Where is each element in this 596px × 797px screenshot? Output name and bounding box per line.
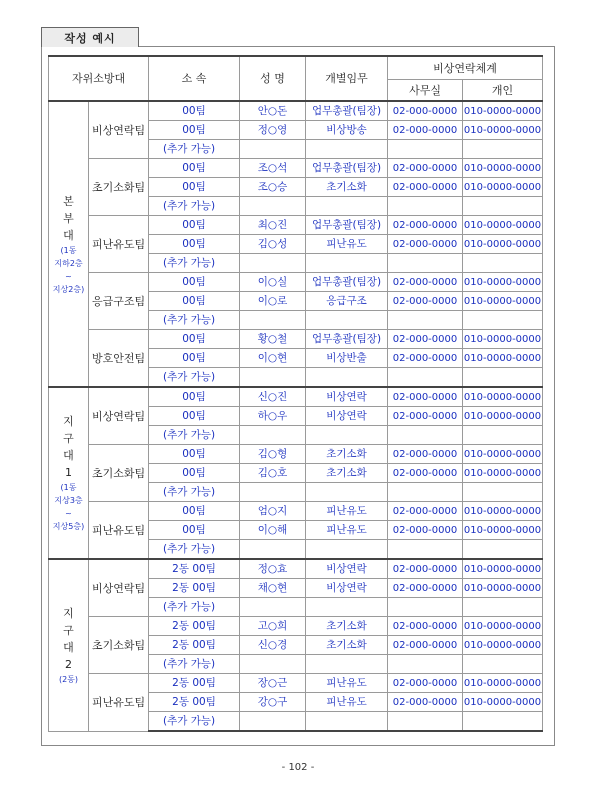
mobile-phone-cell: [463, 426, 543, 445]
member-name-cell: 신○진: [240, 387, 306, 407]
table-row: [49, 101, 543, 121]
duty-cell: 응급구조: [306, 292, 388, 311]
office-phone-cell: 02-000-0000: [388, 159, 463, 178]
table-row: [49, 216, 543, 235]
member-name-cell: 김○형: [240, 445, 306, 464]
team-name: 피난유도팀: [89, 674, 149, 732]
member-name-cell: [240, 598, 306, 617]
unit-cell: 00팀: [149, 121, 240, 140]
unit-cell: 00팀: [149, 235, 240, 254]
mobile-phone-cell: [463, 197, 543, 216]
member-name-cell: 정○효: [240, 559, 306, 579]
unit-cell: (추가 가능): [149, 426, 240, 445]
unit-cell: 00팀: [149, 349, 240, 368]
office-phone-cell: 02-000-0000: [388, 502, 463, 521]
section-label-char: 부: [63, 211, 74, 225]
mobile-phone-cell: 010-0000-0000: [463, 579, 543, 598]
member-name-cell: 신○경: [240, 636, 306, 655]
member-name-cell: [240, 311, 306, 330]
mobile-phone-cell: 010-0000-0000: [463, 407, 543, 426]
office-phone-cell: [388, 254, 463, 273]
table-row: [49, 559, 543, 579]
mobile-phone-cell: 010-0000-0000: [463, 693, 543, 712]
section-floor-range: (1동: [60, 245, 77, 255]
duty-cell: 비상방송: [306, 121, 388, 140]
mobile-phone-cell: 010-0000-0000: [463, 617, 543, 636]
table-row: [49, 330, 543, 349]
duty-cell: [306, 655, 388, 674]
unit-cell: 00팀: [149, 159, 240, 178]
mobile-phone-cell: 010-0000-0000: [463, 121, 543, 140]
member-name-cell: 조○석: [240, 159, 306, 178]
office-phone-cell: [388, 140, 463, 159]
duty-cell: 비상연락: [306, 579, 388, 598]
unit-cell: 00팀: [149, 464, 240, 483]
section-label: [49, 101, 89, 387]
member-name-cell: 이○실: [240, 273, 306, 292]
office-phone-cell: [388, 483, 463, 502]
section-label-char: 1: [65, 466, 72, 479]
unit-cell: 2동 00팀: [149, 559, 240, 579]
section-floor-range: ~: [65, 509, 72, 518]
section-label-char: 지: [63, 415, 74, 428]
mobile-phone-cell: 010-0000-0000: [463, 445, 543, 464]
member-name-cell: 장○근: [240, 674, 306, 693]
section-floor-range: 지상2층): [52, 284, 85, 294]
section-label-char: 대: [63, 228, 74, 242]
member-name-cell: [240, 540, 306, 560]
section-floor-range: (1동: [60, 483, 77, 492]
mobile-phone-cell: 010-0000-0000: [463, 159, 543, 178]
mobile-phone-cell: 010-0000-0000: [463, 636, 543, 655]
duty-cell: 초기소화: [306, 445, 388, 464]
fire-brigade-roster-table: [48, 55, 543, 732]
table-row: [49, 674, 543, 693]
section-label-char: 구: [63, 432, 74, 445]
unit-cell: (추가 가능): [149, 712, 240, 732]
office-phone-cell: 02-000-0000: [388, 579, 463, 598]
section-floor-range: ~: [65, 271, 72, 281]
table-row: [49, 387, 543, 407]
section-floor-range: (2동): [58, 674, 79, 684]
member-name-cell: [240, 254, 306, 273]
member-name-cell: 이○현: [240, 349, 306, 368]
duty-cell: 비상반출: [306, 349, 388, 368]
duty-cell: 업무총괄(팀장): [306, 273, 388, 292]
duty-cell: 초기소화: [306, 617, 388, 636]
duty-cell: 초기소화: [306, 636, 388, 655]
unit-cell: 00팀: [149, 330, 240, 349]
section-label-char: 지: [63, 606, 74, 620]
unit-cell: 00팀: [149, 216, 240, 235]
section-floor-range: 지상3층: [54, 496, 83, 505]
unit-cell: (추가 가능): [149, 655, 240, 674]
mobile-phone-cell: 010-0000-0000: [463, 235, 543, 254]
office-phone-cell: 02-000-0000: [388, 521, 463, 540]
unit-cell: 00팀: [149, 101, 240, 121]
office-phone-cell: 02-000-0000: [388, 559, 463, 579]
mobile-phone-cell: [463, 598, 543, 617]
section-label-char: 대: [63, 640, 74, 654]
member-name-cell: 안○돈: [240, 101, 306, 121]
example-tab: 작성 예시: [41, 27, 139, 47]
mobile-phone-cell: 010-0000-0000: [463, 292, 543, 311]
mobile-phone-cell: 010-0000-0000: [463, 674, 543, 693]
header-name: 성 명: [240, 56, 306, 101]
section-floor-range: 지상5층): [52, 522, 85, 531]
office-phone-cell: 02-000-0000: [388, 464, 463, 483]
unit-cell: 00팀: [149, 178, 240, 197]
mobile-phone-cell: 010-0000-0000: [463, 101, 543, 121]
unit-cell: 00팀: [149, 273, 240, 292]
office-phone-cell: 02-000-0000: [388, 121, 463, 140]
duty-cell: 피난유도: [306, 521, 388, 540]
office-phone-cell: [388, 540, 463, 560]
mobile-phone-cell: 010-0000-0000: [463, 216, 543, 235]
mobile-phone-cell: [463, 368, 543, 388]
office-phone-cell: 02-000-0000: [388, 636, 463, 655]
unit-cell: 00팀: [149, 387, 240, 407]
office-phone-cell: [388, 712, 463, 732]
mobile-phone-cell: [463, 140, 543, 159]
unit-cell: (추가 가능): [149, 483, 240, 502]
duty-cell: 비상연락: [306, 407, 388, 426]
member-name-cell: [240, 140, 306, 159]
team-name: 방호안전팀: [89, 330, 149, 388]
member-name-cell: [240, 712, 306, 732]
duty-cell: 초기소화: [306, 464, 388, 483]
page-number: - 102 -: [281, 762, 315, 773]
office-phone-cell: [388, 311, 463, 330]
unit-cell: 2동 00팀: [149, 617, 240, 636]
header-office: 사무실: [388, 80, 463, 102]
mobile-phone-cell: 010-0000-0000: [463, 273, 543, 292]
section-label-char: 대: [63, 449, 74, 462]
unit-cell: (추가 가능): [149, 254, 240, 273]
office-phone-cell: [388, 368, 463, 388]
section-label-char: 구: [63, 623, 74, 637]
office-phone-cell: 02-000-0000: [388, 101, 463, 121]
table-row: [49, 617, 543, 636]
duty-cell: [306, 483, 388, 502]
duty-cell: [306, 140, 388, 159]
duty-cell: 비상연락: [306, 387, 388, 407]
duty-cell: [306, 712, 388, 732]
office-phone-cell: 02-000-0000: [388, 617, 463, 636]
duty-cell: [306, 254, 388, 273]
office-phone-cell: [388, 655, 463, 674]
duty-cell: [306, 598, 388, 617]
unit-cell: (추가 가능): [149, 598, 240, 617]
team-name: 비상연락팀: [89, 101, 149, 159]
office-phone-cell: [388, 197, 463, 216]
member-name-cell: 채○현: [240, 579, 306, 598]
member-name-cell: [240, 426, 306, 445]
section-floor-range: 지하2층: [54, 258, 83, 268]
member-name-cell: 김○성: [240, 235, 306, 254]
office-phone-cell: 02-000-0000: [388, 407, 463, 426]
duty-cell: 피난유도: [306, 693, 388, 712]
member-name-cell: 조○승: [240, 178, 306, 197]
duty-cell: 피난유도: [306, 235, 388, 254]
table-row: [49, 273, 543, 292]
unit-cell: (추가 가능): [149, 197, 240, 216]
office-phone-cell: 02-000-0000: [388, 387, 463, 407]
mobile-phone-cell: 010-0000-0000: [463, 178, 543, 197]
team-name: 응급구조팀: [89, 273, 149, 330]
member-name-cell: 강○구: [240, 693, 306, 712]
section-label-char: 2: [65, 657, 72, 671]
member-name-cell: 김○호: [240, 464, 306, 483]
team-name: 초기소화팀: [89, 445, 149, 502]
team-name: 초기소화팀: [89, 617, 149, 674]
header-affiliation: 소 속: [149, 56, 240, 101]
unit-cell: 00팀: [149, 521, 240, 540]
duty-cell: 업무총괄(팀장): [306, 101, 388, 121]
unit-cell: 00팀: [149, 292, 240, 311]
member-name-cell: 최○진: [240, 216, 306, 235]
unit-cell: 2동 00팀: [149, 693, 240, 712]
office-phone-cell: 02-000-0000: [388, 273, 463, 292]
office-phone-cell: 02-000-0000: [388, 349, 463, 368]
mobile-phone-cell: [463, 483, 543, 502]
duty-cell: [306, 368, 388, 388]
office-phone-cell: 02-000-0000: [388, 693, 463, 712]
member-name-cell: 황○철: [240, 330, 306, 349]
duty-cell: 업무총괄(팀장): [306, 159, 388, 178]
duty-cell: 업무총괄(팀장): [306, 330, 388, 349]
member-name-cell: 엄○지: [240, 502, 306, 521]
unit-cell: (추가 가능): [149, 368, 240, 388]
unit-cell: 2동 00팀: [149, 674, 240, 693]
header-contact: 비상연락체계: [388, 56, 543, 80]
header-personal: 개인: [463, 80, 543, 102]
member-name-cell: 정○영: [240, 121, 306, 140]
member-name-cell: [240, 655, 306, 674]
duty-cell: [306, 197, 388, 216]
header-row: [49, 56, 543, 80]
team-name: 비상연락팀: [89, 559, 149, 617]
header-fire-brigade: 자위소방대: [49, 56, 149, 101]
office-phone-cell: 02-000-0000: [388, 330, 463, 349]
office-phone-cell: 02-000-0000: [388, 235, 463, 254]
section-label: [49, 559, 89, 731]
mobile-phone-cell: [463, 540, 543, 560]
office-phone-cell: [388, 598, 463, 617]
team-name: 피난유도팀: [89, 216, 149, 273]
mobile-phone-cell: 010-0000-0000: [463, 387, 543, 407]
duty-cell: 업무총괄(팀장): [306, 216, 388, 235]
office-phone-cell: [388, 426, 463, 445]
mobile-phone-cell: 010-0000-0000: [463, 349, 543, 368]
unit-cell: (추가 가능): [149, 540, 240, 560]
duty-cell: [306, 311, 388, 330]
member-name-cell: 이○로: [240, 292, 306, 311]
office-phone-cell: 02-000-0000: [388, 292, 463, 311]
member-name-cell: 고○희: [240, 617, 306, 636]
mobile-phone-cell: [463, 655, 543, 674]
unit-cell: 00팀: [149, 502, 240, 521]
mobile-phone-cell: [463, 712, 543, 732]
mobile-phone-cell: 010-0000-0000: [463, 464, 543, 483]
unit-cell: 2동 00팀: [149, 636, 240, 655]
mobile-phone-cell: 010-0000-0000: [463, 330, 543, 349]
team-name: 피난유도팀: [89, 502, 149, 560]
table-row: [49, 445, 543, 464]
duty-cell: [306, 540, 388, 560]
duty-cell: 피난유도: [306, 502, 388, 521]
duty-cell: 비상연락: [306, 559, 388, 579]
unit-cell: 00팀: [149, 407, 240, 426]
team-name: 비상연락팀: [89, 387, 149, 445]
mobile-phone-cell: 010-0000-0000: [463, 521, 543, 540]
section-label-char: 본: [63, 194, 74, 208]
office-phone-cell: 02-000-0000: [388, 216, 463, 235]
roster-body: [49, 56, 543, 731]
mobile-phone-cell: [463, 311, 543, 330]
mobile-phone-cell: [463, 254, 543, 273]
table-row: [49, 159, 543, 178]
duty-cell: [306, 426, 388, 445]
member-name-cell: 하○우: [240, 407, 306, 426]
mobile-phone-cell: 010-0000-0000: [463, 559, 543, 579]
header-duty: 개별임무: [306, 56, 388, 101]
table-row: [49, 502, 543, 521]
unit-cell: 00팀: [149, 445, 240, 464]
duty-cell: 피난유도: [306, 674, 388, 693]
duty-cell: 초기소화: [306, 178, 388, 197]
unit-cell: (추가 가능): [149, 311, 240, 330]
member-name-cell: [240, 368, 306, 388]
member-name-cell: [240, 197, 306, 216]
office-phone-cell: 02-000-0000: [388, 674, 463, 693]
section-label: [49, 387, 89, 559]
unit-cell: (추가 가능): [149, 140, 240, 159]
team-name: 초기소화팀: [89, 159, 149, 216]
member-name-cell: [240, 483, 306, 502]
office-phone-cell: 02-000-0000: [388, 178, 463, 197]
unit-cell: 2동 00팀: [149, 579, 240, 598]
office-phone-cell: 02-000-0000: [388, 445, 463, 464]
member-name-cell: 이○해: [240, 521, 306, 540]
mobile-phone-cell: 010-0000-0000: [463, 502, 543, 521]
